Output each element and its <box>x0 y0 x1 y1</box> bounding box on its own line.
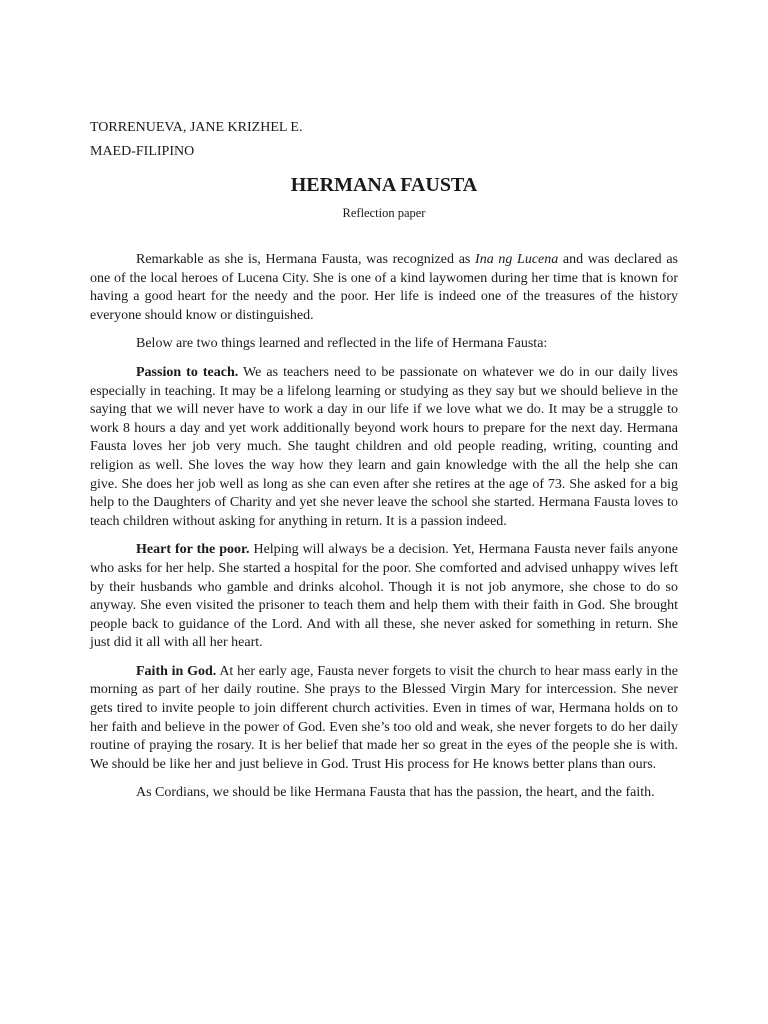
intro-italic-phrase: Ina ng Lucena <box>475 252 559 267</box>
section-paragraph-heart <box>90 541 678 653</box>
section-heading: Faith in God. <box>136 663 217 679</box>
author-name: TORRENUEVA, JANE KRIZHEL E. <box>90 120 303 135</box>
document-page <box>90 118 678 813</box>
closing-paragraph: As Cordians, we should be like Hermana Fausta that has the passion, the heart, and the faith. <box>136 785 655 801</box>
lead-in-paragraph: Below are two things learned and reflected in the life of Hermana Fausta: <box>136 336 548 352</box>
intro-text-before: Remarkable as she is, Hermana Fausta, was recognized as <box>136 252 476 267</box>
program-name: MAED-FILIPINO <box>90 144 195 159</box>
section-heading: Passion to teach. <box>136 364 239 380</box>
page-subtitle: Reflection paper <box>342 206 426 220</box>
section-text: At her early age, Fausta never forgets to visit the church to hear mass early in the morning as part of her daily routine. She prays to the Blessed Virgin Mary for intercession. She never gets tired to invite people to join different church activities. Even in times of war, Hermana holds on to her faith and believe in the power of God. Even she’s too old and weak, she never forgets to do her daily routine of praying the rosary. It is her belief that made her so great in the eyes of the people she is with. We should be like her and just believe in God. Trust His process for He knows better plans than ours. <box>90 663 678 772</box>
section-paragraph-passion <box>90 364 678 531</box>
section-text: Helping will always be a decision. Yet, Hermana Fausta never fails anyone who asks for her help. She started a hospital for the poor. She comforted and advised unhappy wives left by their husbands who gamble and drinks alcohol. Though it is not job anymore, she chose to do so anyway. She even visited the prisoner to teach them and help them with their faith in God. She brought people back to guidance of the Lord. And with all these, she never asked for something in return. She just did it all with all her heart. <box>90 542 678 651</box>
intro-paragraph <box>90 251 678 325</box>
section-text: We as teachers need to be passionate on whatever we do in our daily lives especially in teaching. It may be a lifelong learning or studying as they say but we should believe in the saying that we will never have to work a day in our life if we love what we do. It may be a struggle to work 8 hours a day and yet work additionally beyond work hours to prepare for the next day. Hermana Fausta loves her job very much. She taught children and old people reading, writing, counting and religion as well. She loves the way how they learn and gain knowledge with the all the help she can give. She does her job well as long as she can even after she retires at the age of 73. She asked for a big help to the Daughters of Charity and yet she never leave the school she started. Hermana Fausta loves to teach children without asking for anything in return. It is a passion indeed. <box>90 364 678 529</box>
section-heading: Heart for the poor. <box>136 542 250 558</box>
document-body <box>90 251 678 803</box>
section-paragraph-faith <box>90 663 678 775</box>
intro-text-after: and was declared as one of the local heroes of Lucena City. She is one of a kind laywomen during her time that is known for having a good heart for the needy and the poor. Her life is indeed one of the treasures of the history everyone should know or distinguished. <box>90 252 678 323</box>
page-title: HERMANA FAUSTA <box>290 174 478 196</box>
